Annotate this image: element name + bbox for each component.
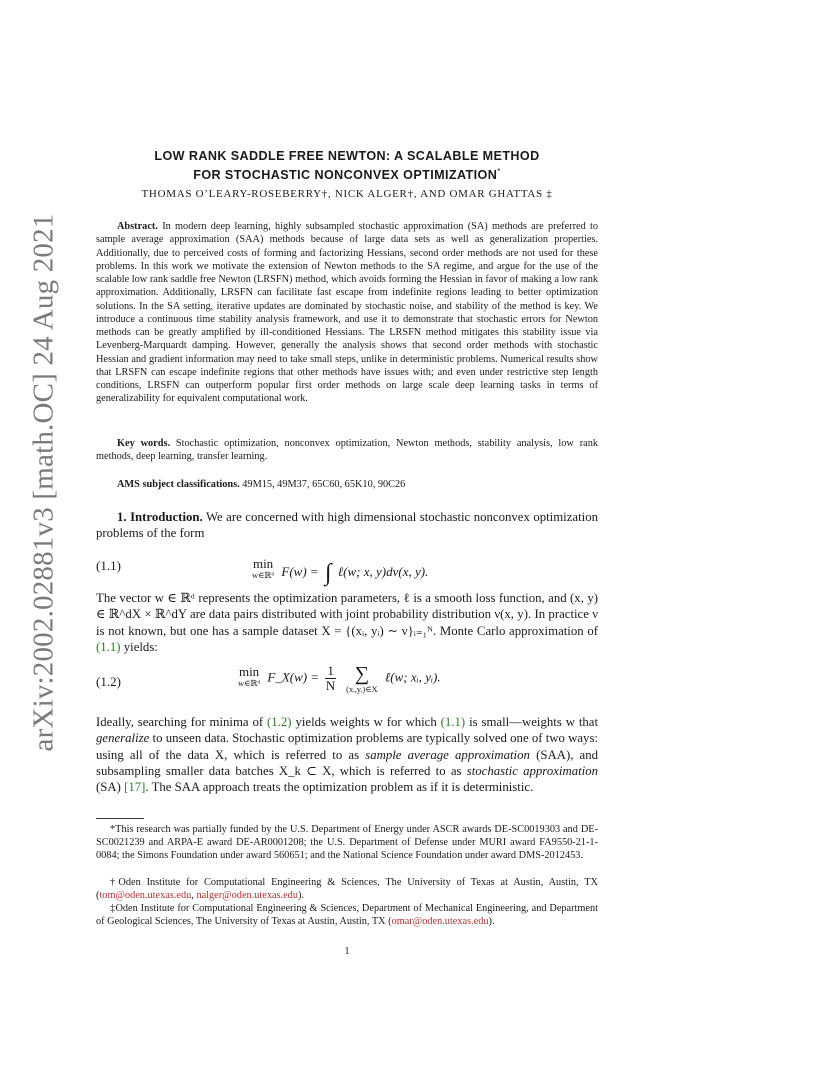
abstract-text: In modern deep learning, highly subsampled stochastic approximation (SA) methods are preferred to sample average approximation (SAA) methods because of large data sets as well as generalization properties. Additionally, due to perceived costs of forming and factorizing Hessians, second order methods are not used for these problems. In this work we motivate the extension of Newton methods to the SA regime, and argue for the use of the scalable low rank saddle free Newton (LRSFN) method, which avoids forming the Hessian in favor of making a low rank approximation. Additionally, LRSFN can facilitate fast escape from indefinite regions leading to better optimization solutions. In the SA setting, iterative updates are dominated by stochastic noise, and stability of the method is key. We introduce a continuous time stability analysis framework, and use it to demonstrate that stochastic errors for Newton methods can be greatly amplified by ill-conditioned Hessians. The LRSFN method mitigates this stability issue via Levenberg-Marquardt damping. However, generally the analysis shows that second order methods with stochastic Hessian and gradient information may need to take small steps, unlike in deterministic problems. Numerical results show that LRSFN can escape indefinite regions that other methods have issues with; and even under restrictive step length conditions, LRSFN can outperform popular first order methods on large scale deep learning tasks in terms of generalizability for equivalent computational work.: [96, 221, 598, 405]
keywords: [96, 437, 598, 464]
footnote-affiliation-1: †Oden Institute for Computational Engineering & Sciences, The University of Texas at Austin, Austin, TX (tom@oden.utexas.edu, nalger@oden.utexas.edu).: [96, 877, 598, 902]
sum-operator: ∑ (xᵢ,yᵢ)∈X: [346, 663, 378, 694]
fraction: $\frac{1}{N}$: [325, 663, 336, 693]
equation-reference-link[interactable]: (1.1): [96, 639, 121, 654]
keywords-label: Key words.: [117, 438, 171, 449]
footnote-divider: [96, 818, 144, 819]
author-list: THOMAS O’LEARY-ROSEBERRY†, NICK ALGER†, AND OMAR GHATTAS ‡: [141, 188, 553, 200]
equation-body: [238, 664, 441, 695]
arxiv-identifier: arXiv:2002.02881v3 [math.OC] 24 Aug 2021: [27, 212, 60, 752]
equation-reference-link[interactable]: (1.2): [267, 715, 292, 729]
section-heading: 1. Introduction.: [117, 510, 203, 524]
definition-paragraph: The vector w ∈ ℝᵈ represents the optimization parameters, ℓ is a smooth loss function, and (x, y) ∈ ℝ^dX × ℝ^dY are data pairs distributed with joint probability distribution ν(x, y). In practice ν is not known, but one has a sample dataset X = {(xᵢ, yᵢ) ∼ ν}ᵢ₌₁ᴺ. Monte Carlo approximation of (1.1) yields:: [96, 591, 598, 654]
integral-symbol: ∫: [324, 560, 332, 586]
title-line-1: LOW RANK SADDLE FREE NEWTON: A SCALABLE METHOD: [154, 149, 540, 163]
email-link[interactable]: nalger@oden.utexas.edu: [196, 890, 298, 902]
ams-label: AMS subject classifications.: [117, 479, 240, 490]
arxiv-stamp: [19, 212, 69, 752]
equation-lhs: F(w) =: [281, 564, 319, 579]
footnote-funding: *This research was partially funded by the U.S. Department of Energy under ASCR awards DE-SC0019303 and DE-SC0021239 and ARPA-E award DE-AR0001208; the U.S. Department of Defense under MURI award FA9550-21-1-0084; the Simons Foundation under award 560651; and the National Science Foundation under award DMS-2012453.: [96, 824, 598, 862]
equation-reference-link[interactable]: (1.1): [440, 715, 466, 729]
equation-number: (1.2): [96, 674, 121, 689]
min-operator: min w∈ℝᵈ: [238, 664, 261, 688]
footnote-affiliation-2: ‡Oden Institute for Computational Engineering & Sciences, Department of Mechanical Engineering, and Department of Geological Sciences, The University of Texas at Austin, Austin, TX (omar@oden.utexas.edu).: [96, 903, 598, 928]
keywords-text: Stochastic optimization, nonconvex optimization, Newton methods, stability analysis, low rank methods, deep learning, transfer learning.: [96, 438, 599, 463]
equation-rhs: ℓ(w; xᵢ, yᵢ).: [384, 669, 441, 685]
equation-number: (1.1): [96, 558, 121, 573]
body-paragraph: Ideally, searching for minima of (1.2) yields weights w for which (1.1) is small—weights w that generalize to unseen data. Stochastic optimization problems are typically solved one of two ways: using all of the data X, which is referred to as sample average approximation (SAA), and subsampling smaller data batches X_k ⊂ X, which is referred to as stochastic approximation (SA) [17]. The SAA approach treats the optimization problem as if it is deterministic.: [96, 715, 599, 795]
ams-classifications: [117, 479, 405, 490]
title-line-2: FOR STOCHASTIC NONCONVEX OPTIMIZATION*: [193, 167, 501, 183]
equation-rhs: ℓ(w; x, y)dν(x, y).: [337, 564, 429, 579]
title-footnote-mark: *: [497, 167, 501, 176]
equation-1-1: [96, 556, 598, 586]
paper-title: [96, 148, 598, 183]
equation-lhs: F_X(w) =: [267, 669, 320, 685]
email-link[interactable]: tom@oden.utexas.edu: [99, 890, 192, 902]
intro-text: We are concerned with high dimensional stochastic nonconvex optimization problems of the form: [96, 510, 599, 541]
equation-body: [252, 556, 429, 586]
equation-1-2: [96, 664, 598, 704]
page-number: 1: [344, 946, 350, 957]
abstract: [96, 220, 598, 406]
abstract-label: Abstract.: [117, 221, 158, 232]
intro-paragraph: [96, 509, 598, 542]
citation-link[interactable]: [17]: [124, 780, 146, 795]
min-operator: min w∈ℝᵈ: [252, 556, 275, 580]
ams-codes: 49M15, 49M37, 65C60, 65K10, 90C26: [242, 479, 406, 490]
email-link[interactable]: omar@oden.utexas.edu: [391, 916, 489, 928]
